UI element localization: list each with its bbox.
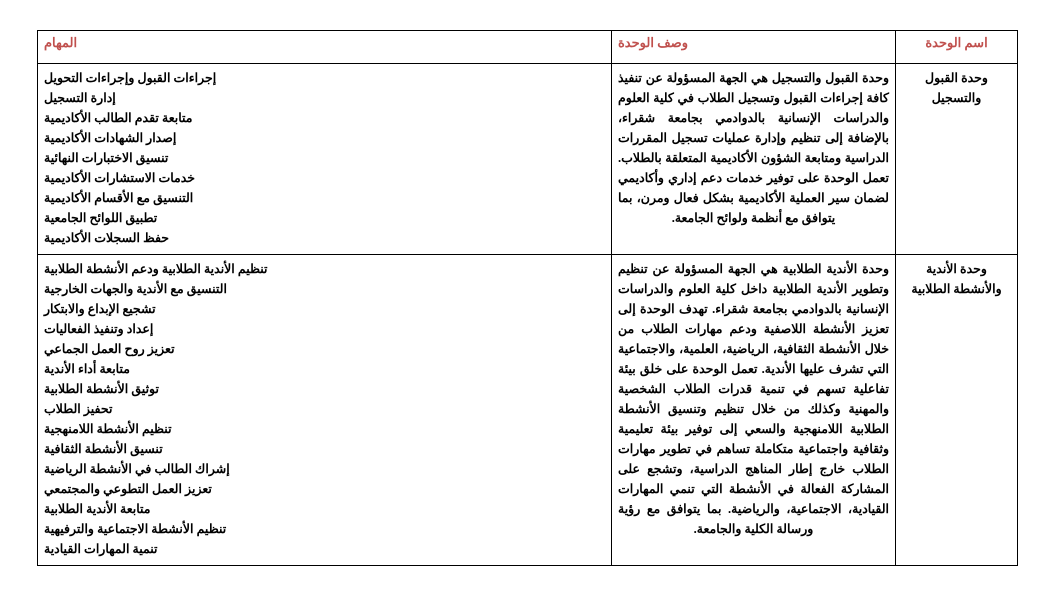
cell-tasks xyxy=(38,255,612,566)
task-item: تنظيم الأنشطة الاجتماعية والترفيهية xyxy=(44,522,227,536)
task-item: التنسيق مع الأقسام الأكاديمية xyxy=(44,191,194,205)
task-item: تعزيز العمل التطوعي والمجتمعي xyxy=(44,482,212,496)
column-header-unit-name: اسم الوحدة xyxy=(896,31,1018,64)
table-header-row xyxy=(38,31,1018,64)
task-list xyxy=(44,259,605,559)
task-item: تعزيز روح العمل الجماعي xyxy=(44,342,175,356)
cell-unit-description xyxy=(612,64,896,255)
table-row xyxy=(38,64,1018,255)
table-header xyxy=(38,31,1018,64)
unit-description-text: وحدة الأندية الطلابية هي الجهة المسؤولة عن تنظيم وتطوير الأندية الطلابية داخل كلية العلوم والدراسات الإنسانية بالدوادمي بجامعة شقراء. تهدف الوحدة إلى تعزيز الأنشطة اللاصفية ودعم مهارات الطلاب من خلال الأنشطة الثقافية، الرياضية، العلمية، والاجتماعية التي تشرف عليها الأندية. تعمل الوحدة على خلق بيئة تفاعلية تسهم في تنمية قدرات الطلاب الشخصية والمهنية وكذلك من خلال تنظيم وتنسيق الأنشطة الطلابية اللامنهجية والسعي إلى توفير بيئة تعليمية وثقافية واجتماعية متكاملة تساهم في تطوير مهارات الطلاب خارج إطار المناهج الدراسية، وتشجع على المشاركة الفعالة في الأنشطة التي تنمي المهارات القيادية، الاجتماعية، والرياضية. بما يتوافق مع رؤية ورسالة الكلية والجامعة. xyxy=(618,262,889,536)
task-list xyxy=(44,68,605,248)
task-item: حفظ السجلات الأكاديمية xyxy=(44,231,169,245)
task-item: تشجيع الإبداع والابتكار xyxy=(44,302,156,316)
cell-unit-name: وحدة الأندية والأنشطة الطلابية xyxy=(896,255,1018,566)
task-item: تطبيق اللوائح الجامعية xyxy=(44,211,158,225)
task-item: تنظيم الأندية الطلابية ودعم الأنشطة الطلابية xyxy=(44,262,268,276)
task-item: متابعة تقدم الطالب الأكاديمية xyxy=(44,111,193,125)
task-item: تحفيز الطلاب xyxy=(44,402,113,416)
task-item: تنمية المهارات القيادية xyxy=(44,542,158,556)
cell-unit-name: وحدة القبول والتسجيل xyxy=(896,64,1018,255)
units-table xyxy=(37,30,1018,566)
task-item: متابعة أداء الأندية xyxy=(44,362,130,376)
table-body xyxy=(38,64,1018,566)
cell-unit-description xyxy=(612,255,896,566)
task-item: إصدار الشهادات الأكاديمية xyxy=(44,131,177,145)
task-item: تنسيق الأنشطة الثقافية xyxy=(44,442,163,456)
task-item: إشراك الطالب في الأنشطة الرياضية xyxy=(44,462,230,476)
task-item: تنسيق الاختبارات النهائية xyxy=(44,151,169,165)
task-item: إجراءات القبول وإجراءات التحويل xyxy=(44,71,217,85)
task-item: متابعة الأندية الطلابية xyxy=(44,502,151,516)
column-header-tasks: المهام xyxy=(38,31,612,64)
unit-description-text: وحدة القبول والتسجيل هي الجهة المسؤولة عن تنفيذ كافة إجراءات القبول وتسجيل الطلاب في كلية العلوم والدراسات الإنسانية بالدوادمي بجامعة شقراء، بالإضافة إلى تنظيم وإدارة عمليات تسجيل المقررات الدراسية ومتابعة الشؤون الأكاديمية المتعلقة بالطلاب. تعمل الوحدة على توفير خدمات دعم إداري وأكاديمي لضمان سير العملية الأكاديمية بشكل فعال ومرن، بما يتوافق مع أنظمة ولوائح الجامعة. xyxy=(618,71,889,225)
column-header-unit-description: وصف الوحدة xyxy=(612,31,896,64)
task-item: إعداد وتنفيذ الفعاليات xyxy=(44,322,154,336)
task-item: خدمات الاستشارات الأكاديمية xyxy=(44,171,196,185)
task-item: تنظيم الأنشطة اللامنهجية xyxy=(44,422,172,436)
task-item: إدارة التسجيل xyxy=(44,91,116,105)
task-item: توثيق الأنشطة الطلابية xyxy=(44,382,159,396)
units-table-container xyxy=(38,30,1018,566)
table-row xyxy=(38,255,1018,566)
cell-tasks xyxy=(38,64,612,255)
task-item: التنسيق مع الأندية والجهات الخارجية xyxy=(44,282,227,296)
